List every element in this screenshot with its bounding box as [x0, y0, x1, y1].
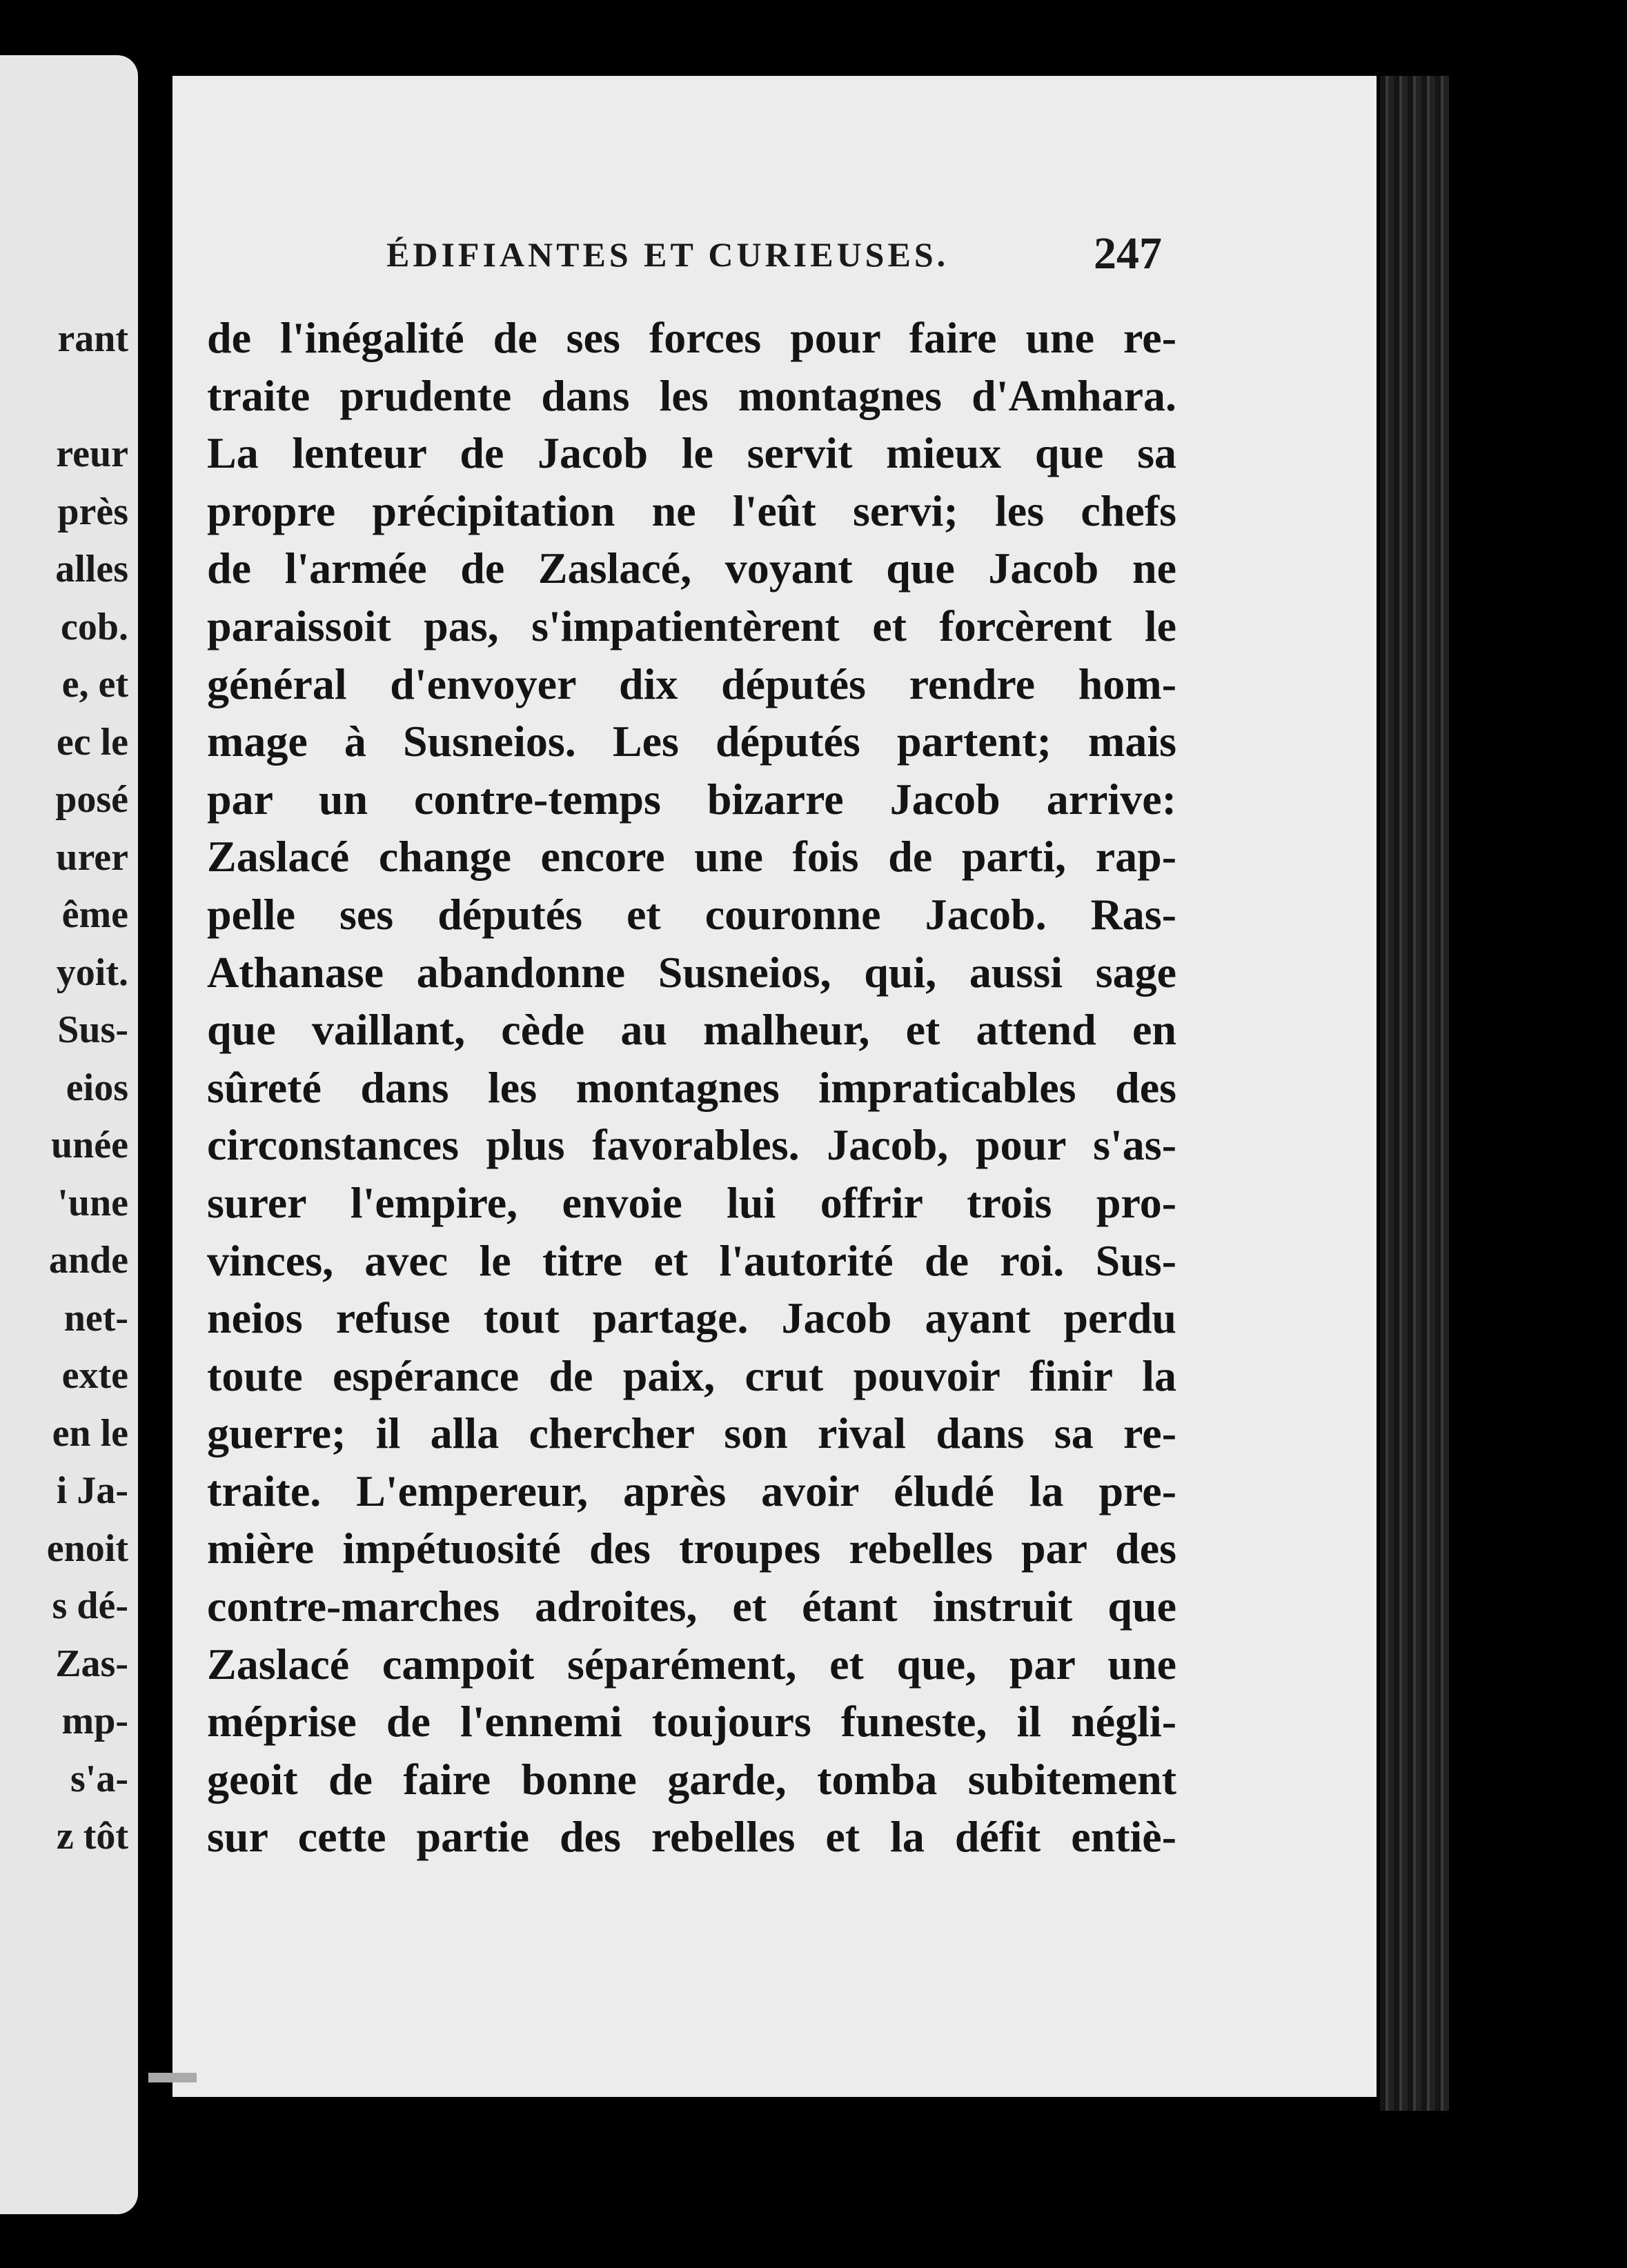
text-line: sûreté dans les montagnes impraticables des: [207, 1062, 1176, 1112]
text-line: général d'envoyer dix députés rendre hom-: [207, 659, 1176, 708]
left-line: en le: [52, 1411, 128, 1455]
body-text: [207, 309, 1176, 1866]
left-line: urer: [56, 835, 128, 879]
left-line: yoit.: [56, 951, 128, 994]
left-line: posé: [55, 778, 128, 821]
left-line: [47, 368, 128, 426]
left-line: e, et: [61, 663, 128, 706]
running-header: ÉDIFIANTES ET CURIEUSES.: [386, 235, 949, 274]
left-line: reur: [56, 432, 128, 475]
left-line: Zas-: [55, 1642, 128, 1685]
text-line: de l'inégalité de ses forces pour faire une re-: [207, 313, 1176, 362]
text-line: toute espérance de paix, crut pouvoir finir la: [207, 1351, 1176, 1400]
text-line: que vaillant, cède au malheur, et attend en: [207, 1005, 1176, 1055]
left-line: ec le: [56, 720, 128, 764]
left-line: net-: [63, 1296, 128, 1340]
page-number: 247: [1094, 228, 1162, 279]
text-line: paraissoit pas, s'impatientèrent et forcèrent le: [207, 601, 1176, 650]
left-line: rant: [57, 317, 128, 360]
text-line: circonstances plus favorables. Jacob, pour s'as-: [207, 1120, 1176, 1170]
text-line: pelle ses députés et couronne Jacob. Ras-: [207, 889, 1176, 939]
left-line: exte: [61, 1354, 128, 1397]
text-line: La lenteur de Jacob le servit mieux que sa: [207, 428, 1176, 478]
page-edges: [1380, 76, 1449, 2111]
left-line: près: [57, 490, 128, 533]
text-line: mière impétuosité des troupes rebelles par des: [207, 1524, 1176, 1573]
text-line: Zaslacé campoit séparément, et que, par une: [207, 1639, 1176, 1689]
left-line: Sus-: [57, 1008, 128, 1051]
text-line: neios refuse tout partage. Jacob ayant perdu: [207, 1293, 1176, 1343]
text-line: geoit de faire bonne garde, tomba subitement: [207, 1754, 1176, 1804]
text-line: de l'armée de Zaslacé, voyant que Jacob ne: [207, 544, 1176, 593]
text-line: méprise de l'ennemi toujours funeste, il négli-: [207, 1697, 1176, 1747]
left-line: z tôt: [56, 1815, 128, 1858]
left-line: ande: [48, 1239, 128, 1282]
left-page-text: [47, 310, 128, 1866]
left-line: mp-: [61, 1700, 128, 1742]
text-line: par un contre-temps bizarre Jacob arrive:: [207, 774, 1176, 824]
left-line: s dé-: [52, 1584, 128, 1627]
left-line: alles: [55, 548, 128, 590]
left-line: 'une: [57, 1181, 128, 1224]
text-line: vinces, avec le titre et l'autorité de roi. Sus-: [207, 1235, 1176, 1285]
text-line: traite prudente dans les montagnes d'Amhara.: [207, 370, 1176, 420]
left-line: cob.: [61, 605, 128, 648]
left-line: ême: [61, 893, 128, 936]
left-line: eios: [66, 1066, 128, 1109]
text-line: Zaslacé change encore une fois de parti, rap-: [207, 832, 1176, 882]
text-line: mage à Susneios. Les députés partent; mais: [207, 717, 1176, 766]
left-line: unée: [51, 1124, 128, 1166]
text-line: surer l'empire, envoie lui offrir trois pro-: [207, 1177, 1176, 1227]
text-line: Athanase abandonne Susneios, qui, aussi sage: [207, 947, 1176, 997]
left-line: s'a-: [70, 1757, 128, 1800]
text-line: traite. L'empereur, après avoir éludé la pre-: [207, 1466, 1176, 1515]
text-line: sur cette partie des rebelles et la défit entiè-: [207, 1812, 1176, 1862]
left-line: i Ja-: [56, 1469, 128, 1512]
text-line: contre-marches adroites, et étant instruit que: [207, 1582, 1176, 1631]
scan-mark: [148, 2073, 197, 2082]
left-line: enoit: [46, 1526, 128, 1570]
text-line: guerre; il alla chercher son rival dans sa re-: [207, 1409, 1176, 1458]
text-line: propre précipitation ne l'eût servi; les chefs: [207, 486, 1176, 535]
left-page-fragment: [0, 55, 138, 2214]
